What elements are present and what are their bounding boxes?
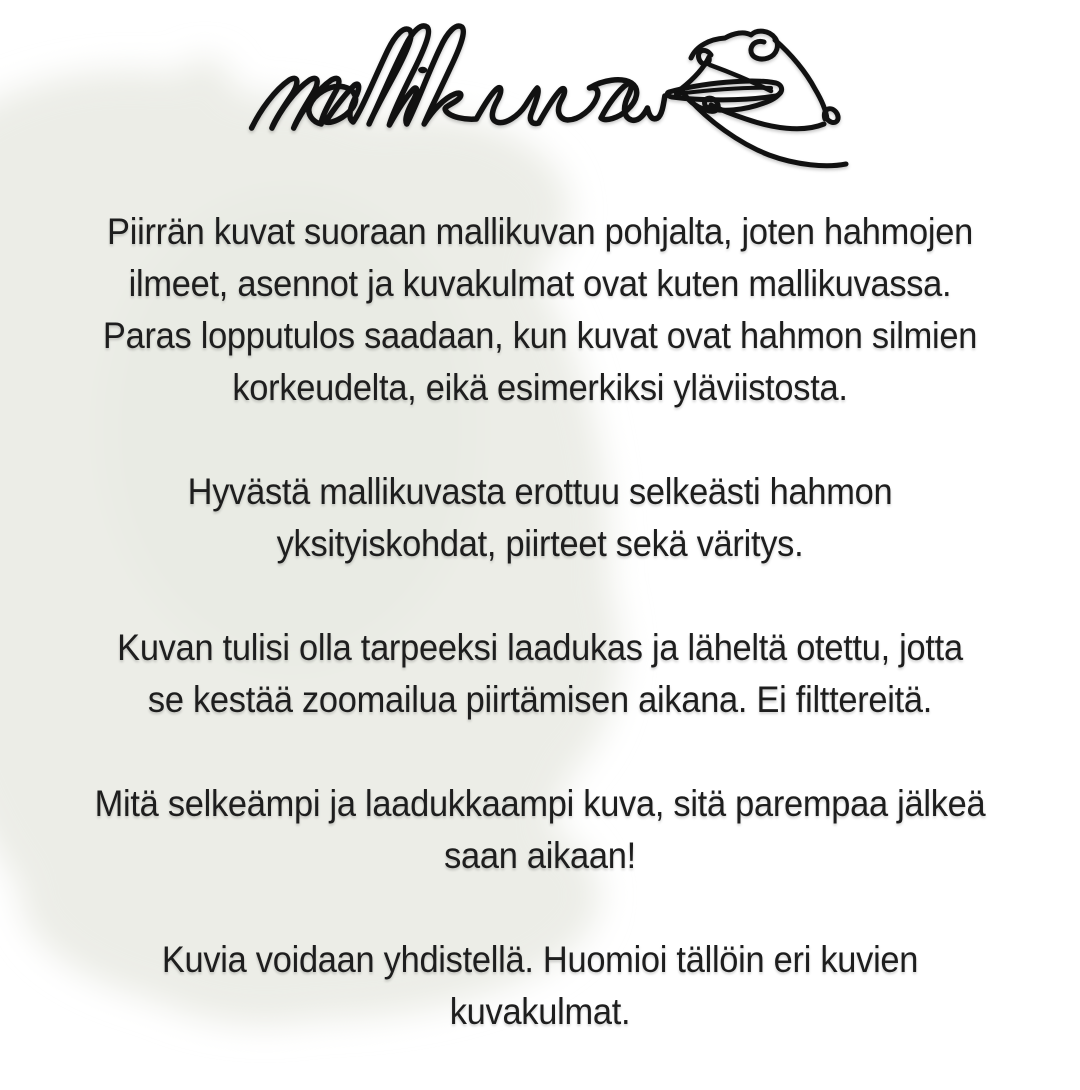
paragraph-image-quality [38, 622, 1042, 726]
paragraph-good-reference-details [38, 466, 1042, 570]
text-line: Piirrän kuvat suoraan mallikuvan pohjalta, joten hahmojen [107, 211, 973, 252]
text-line: yksityiskohdat, piirteet sekä väritys. [276, 523, 804, 564]
text-line: Kuvia voidaan yhdistellä. Huomioi tällöin eri kuvien [161, 939, 919, 980]
text-line: Kuvan tulisi olla tarpeeksi laadukas ja läheltä otettu, jotta [117, 627, 963, 668]
text-line: Hyvästä mallikuvasta erottuu selkeästi hahmon [187, 471, 893, 512]
body-text [38, 206, 1042, 1090]
paragraph-combining-images [38, 934, 1042, 1038]
text-line: ilmeet, asennot ja kuvakulmat ovat kuten mallikuvassa. [128, 263, 952, 304]
paragraph-drawing-from-reference [38, 206, 1042, 414]
hand-pen-icon [667, 31, 846, 166]
i-dot [418, 67, 427, 73]
text-line: Paras lopputulos saadaan, kun kuvat ovat hahmon silmien [102, 315, 978, 356]
text-line: kuvakulmat. [449, 991, 631, 1032]
text-line: se kestää zoomailua piirtämisen aikana. Ei filttereitä. [147, 679, 933, 720]
text-line: korkeudelta, eikä esimerkiksi yläviistosta. [232, 367, 848, 408]
title-script-mallikuva [252, 26, 665, 128]
title-script-and-hand-illustration [240, 10, 880, 180]
text-line: Mitä selkeämpi ja laadukkaampi kuva, sitä parempaa jälkeä [94, 783, 986, 824]
text-line: saan aikaan! [444, 835, 636, 876]
paragraph-clearer-better [38, 778, 1042, 882]
